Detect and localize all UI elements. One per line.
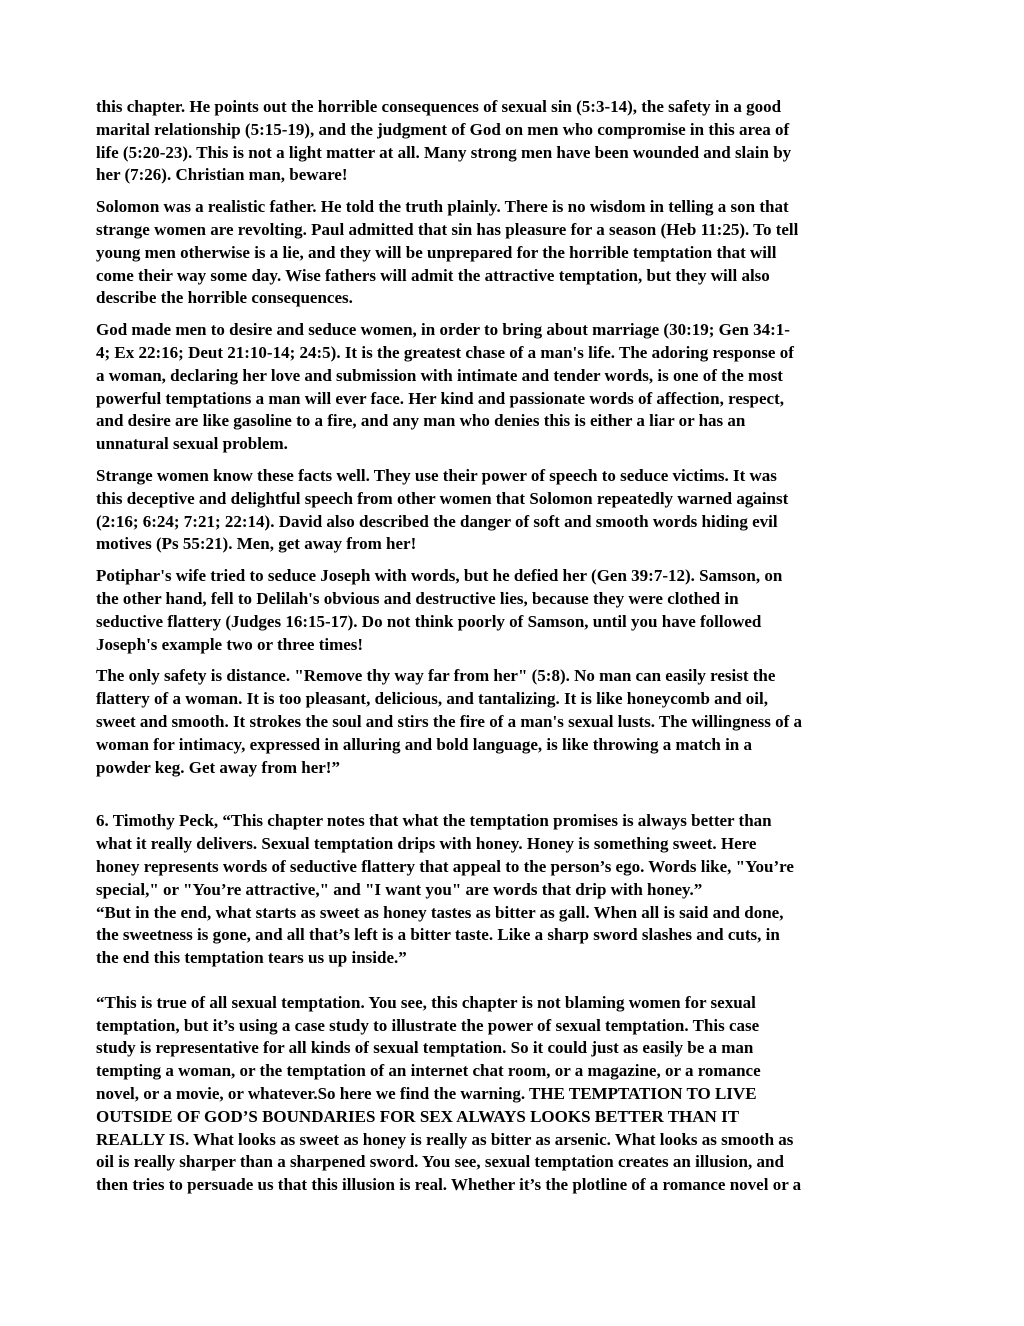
paragraph-only-safety: The only safety is distance. "Remove thy way far from her" (5:8). No man can easily resist the flattery of a woman. It is too pleasant, delicious, and tantalizing. It is like honeycomb and oil, sweet and smooth. It strokes the soul and stirs the fire of a man's sexual lusts. The willingness of a woman for intimacy, expressed in alluring and bold language, is like throwing a match in a powder keg. Get away from her!”	[96, 666, 803, 777]
quote-peck-bitter: “But in the end, what starts as sweet as honey tastes as bitter as gall. When all is said and done, the sweetness is gone, and all that’s left is a bitter taste. Like a sharp sword slashes and cuts, in the end this temptation tears us up inside.”	[96, 902, 784, 968]
paragraph-realistic-father: Solomon was a realistic father. He told the truth plainly. There is no wisdom in telling a son that strange women are revolting. Paul admitted that sin has pleasure for a season (Heb 11:25). To tell young men otherwise is a lie, and they will be unprepared for the horrible temptation that will come their way some day. Wise fathers will admit the attractive temptation, but they will also describe the horrible consequences.	[96, 197, 799, 308]
quote-peck-honey: 6. Timothy Peck, “This chapter notes that what the temptation promises is always better than what it really delivers. Sexual temptation drips with honey. Honey is something sweet. Here honey represents words of seductive flattery that appeal to the person’s ego. Words like, "You’re special," or "You’re attractive," and "I want you" are words that drip with honey.”	[96, 811, 794, 899]
section-spacer	[96, 970, 932, 992]
section-spacer	[96, 779, 932, 810]
paragraph-chapter-consequences: this chapter. He points out the horrible consequences of sexual sin (5:3-14), the safety in a good marital relationship (5:15-19), and the judgment of God on men who compromise in this area of life (5:20-23). This is not a light matter at all. Many strong men have been wounded and slain by her (7:26). Christian man, beware!	[96, 97, 792, 185]
paragraph-potiphars-wife: Potiphar's wife tried to seduce Joseph with words, but he defied her (Gen 39:7-12). Samson, on the other hand, fell to Delilah's obvious and destructive lies, because they were clothed in seductive flattery (Judges 16:15-17). Do not think poorly of Samson, until you have followed Joseph's example two or three times!	[96, 566, 783, 654]
quote-peck-case-study: “This is true of all sexual temptation. You see, this chapter is not blaming women for sexual temptation, but it’s using a case study to illustrate the power of sexual temptation. This case study is representative for all kinds of sexual temptation. So it could just as easily be a man tempting a woman, or the temptation of an internet chat room, or a magazine, or a romance novel, or a movie, or whatever.So here we find the warning. THE TEMPTATION TO LIVE OUTSIDE OF GOD’S BOUNDARIES FOR SEX ALWAYS LOOKS BETTER THAN IT REALLY IS. What looks as sweet as honey is really as bitter as arsenic. What looks as smooth as oil is really sharper than a sharpened sword. You see, sexual temptation creates an illusion, and then tries to persuade us that this illusion is real. Whether it’s the plotline of a romance novel or a	[96, 992, 802, 1195]
paragraph-strange-women: Strange women know these facts well. They use their power of speech to seduce victims. It was this deceptive and delightful speech from other women that Solomon repeatedly warned against (2:16; 6:24; 7:21; 22:14). David also described the danger of soft and smooth words hiding evil motives (Ps 55:21). Men, get away from her!	[96, 465, 789, 554]
paragraph-desire-and-seduce: God made men to desire and seduce women, in order to bring about marriage (30:19; Gen 34:1- 4; Ex 22:16; Deut 21:10-14; 24:5). It is the greatest chase of a man's life. The adoring response of a woman, declaring her love and submission with intimate and tender words, is one of the most powerful temptations a man will ever face. Her kind and passionate words of affection, respect, and desire are like gasoline to a fire, and any man who denies this is either a liar or has an unnatural sexual problem.	[96, 320, 794, 454]
document-page	[96, 96, 932, 1197]
